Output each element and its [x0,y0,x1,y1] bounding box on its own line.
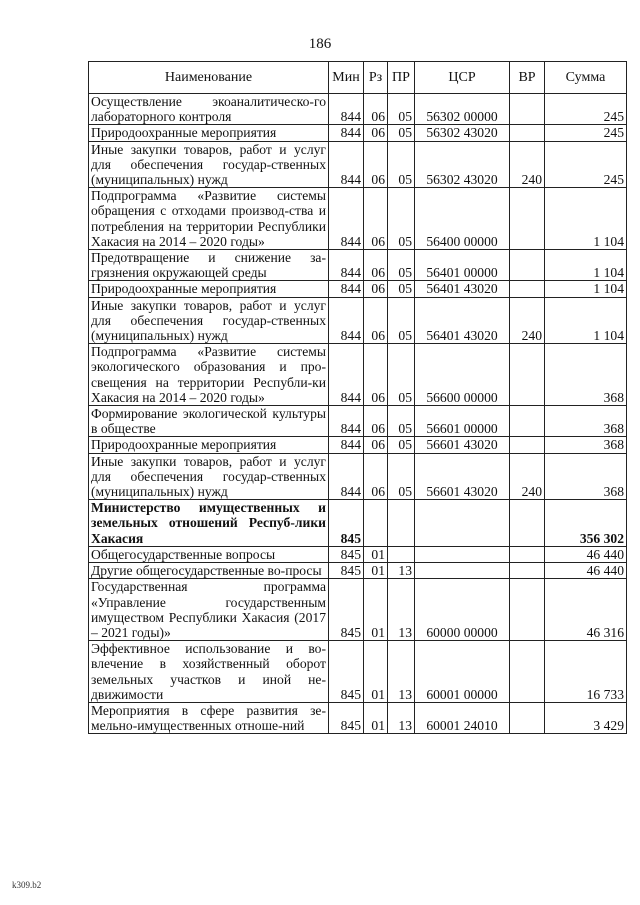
row-csr-cell: 60001 00000 [415,641,510,703]
row-rz-cell [364,500,388,547]
row-sum-cell: 368 [545,406,627,437]
row-vr-cell [510,125,545,141]
row-sum-cell: 46 440 [545,563,627,579]
row-sum-cell: 3 429 [545,702,627,733]
row-csr-cell: 56601 43020 [415,453,510,500]
row-min-cell: 844 [329,141,364,188]
row-csr-cell: 60001 24010 [415,702,510,733]
row-rz-cell: 06 [364,141,388,188]
row-vr-cell: 240 [510,297,545,344]
row-csr-cell: 56400 00000 [415,188,510,250]
row-min-cell: 844 [329,281,364,297]
row-sum-cell: 1 104 [545,281,627,297]
row-name-cell: Подпрограмма «Развитие системы экологического образования и про-свещения на территории Республи-ки Хакасия на 2014 – 2020 годы» [89,344,329,406]
row-sum-cell: 46 440 [545,546,627,562]
row-csr-cell [415,546,510,562]
table-row [89,344,627,406]
row-pr-cell: 05 [388,406,415,437]
row-min-cell: 844 [329,297,364,344]
row-pr-cell: 05 [388,281,415,297]
row-vr-cell [510,500,545,547]
row-name-cell: Общегосударственные вопросы [89,546,329,562]
row-rz-cell: 01 [364,702,388,733]
row-name-cell: Эффективное использование и во-влечение в хозяйственный оборот земельных участков и иной не-движимости [89,641,329,703]
row-sum-cell: 245 [545,141,627,188]
row-name-cell: Иные закупки товаров, работ и услуг для обеспечения государ-ственных (муниципальных) нужд [89,141,329,188]
row-rz-cell: 06 [364,297,388,344]
row-pr-cell: 13 [388,702,415,733]
row-min-cell: 845 [329,546,364,562]
column-header-min: Мин [329,62,364,94]
row-vr-cell [510,250,545,281]
table-row [89,125,627,141]
row-name-cell: Иные закупки товаров, работ и услуг для обеспечения государ-ственных (муниципальных) нужд [89,453,329,500]
row-pr-cell: 13 [388,563,415,579]
row-pr-cell: 05 [388,94,415,125]
row-rz-cell: 06 [364,281,388,297]
row-vr-cell [510,563,545,579]
row-rz-cell: 06 [364,437,388,453]
row-sum-cell: 245 [545,125,627,141]
row-csr-cell: 56601 00000 [415,406,510,437]
row-pr-cell: 13 [388,641,415,703]
row-rz-cell: 06 [364,188,388,250]
row-name-cell: Природоохранные мероприятия [89,437,329,453]
row-pr-cell [388,546,415,562]
row-min-cell: 844 [329,188,364,250]
row-min-cell: 845 [329,702,364,733]
table-row [89,297,627,344]
row-sum-cell: 368 [545,453,627,500]
row-rz-cell: 06 [364,344,388,406]
table-row [89,563,627,579]
table-row [89,141,627,188]
row-pr-cell: 13 [388,579,415,641]
row-name-cell: Осуществление экоаналитическо-го лабораторного контроля [89,94,329,125]
row-name-cell: Другие общегосударственные во-просы [89,563,329,579]
row-min-cell: 844 [329,250,364,281]
row-pr-cell [388,500,415,547]
row-rz-cell: 01 [364,579,388,641]
row-rz-cell: 01 [364,563,388,579]
table-row [89,250,627,281]
row-name-cell: Природоохранные мероприятия [89,281,329,297]
row-pr-cell: 05 [388,125,415,141]
row-min-cell: 845 [329,641,364,703]
row-rz-cell: 06 [364,453,388,500]
row-vr-cell: 240 [510,453,545,500]
row-vr-cell [510,546,545,562]
row-rz-cell: 06 [364,250,388,281]
row-vr-cell [510,281,545,297]
row-name-cell: Министерство имущественных и земельных отношений Респуб-лики Хакасия [89,500,329,547]
row-pr-cell: 05 [388,344,415,406]
row-sum-cell: 46 316 [545,579,627,641]
row-pr-cell: 05 [388,188,415,250]
row-csr-cell: 60000 00000 [415,579,510,641]
row-csr-cell: 56302 43020 [415,141,510,188]
table-header-row [89,62,627,94]
row-pr-cell: 05 [388,453,415,500]
row-min-cell: 844 [329,344,364,406]
row-vr-cell [510,437,545,453]
row-min-cell: 844 [329,437,364,453]
row-sum-cell: 368 [545,344,627,406]
row-pr-cell: 05 [388,437,415,453]
column-header-pr: ПР [388,62,415,94]
row-name-cell: Мероприятия в сфере развития зе-мельно-имущественных отноше-ний [89,702,329,733]
row-name-cell: Государственная программа «Управление государственным имуществом Республики Хакасия (2017 – 2021 годы)» [89,579,329,641]
row-sum-cell: 356 302 [545,500,627,547]
row-csr-cell: 56302 43020 [415,125,510,141]
row-csr-cell: 56600 00000 [415,344,510,406]
row-vr-cell [510,702,545,733]
column-header-vr: ВР [510,62,545,94]
row-min-cell: 845 [329,563,364,579]
row-min-cell: 844 [329,453,364,500]
row-vr-cell [510,641,545,703]
row-pr-cell: 05 [388,250,415,281]
table-row [89,702,627,733]
row-rz-cell: 06 [364,406,388,437]
row-csr-cell: 56601 43020 [415,437,510,453]
table-row [89,188,627,250]
row-pr-cell: 05 [388,297,415,344]
table-row [89,579,627,641]
table-row [89,546,627,562]
row-min-cell: 844 [329,125,364,141]
row-name-cell: Формирование экологической культуры в обществе [89,406,329,437]
table-body [89,94,627,734]
page-number: 186 [308,36,332,52]
row-min-cell: 844 [329,406,364,437]
row-name-cell: Предотвращение и снижение за-грязнения окружающей среды [89,250,329,281]
row-name-cell: Природоохранные мероприятия [89,125,329,141]
table-row [89,453,627,500]
table-row [89,500,627,547]
row-sum-cell: 1 104 [545,297,627,344]
row-vr-cell: 240 [510,141,545,188]
table-row [89,406,627,437]
row-min-cell: 844 [329,94,364,125]
row-csr-cell: 56401 43020 [415,281,510,297]
footer-code: k309.b2 [12,880,42,890]
row-vr-cell [510,579,545,641]
row-csr-cell: 56401 00000 [415,250,510,281]
row-sum-cell: 16 733 [545,641,627,703]
row-min-cell: 845 [329,579,364,641]
row-sum-cell: 1 104 [545,250,627,281]
column-header-csr: ЦСР [415,62,510,94]
row-csr-cell: 56401 43020 [415,297,510,344]
row-vr-cell [510,406,545,437]
row-name-cell: Подпрограмма «Развитие системы обращения с отходами производ-ства и потребления на территории Республики Хакасия на 2014 – 2020 годы» [89,188,329,250]
row-sum-cell: 368 [545,437,627,453]
row-rz-cell: 06 [364,94,388,125]
table-row [89,281,627,297]
column-header-sum: Сумма [545,62,627,94]
row-csr-cell: 56302 00000 [415,94,510,125]
table-row [89,94,627,125]
row-rz-cell: 01 [364,546,388,562]
budget-table [88,61,627,734]
table-row [89,437,627,453]
row-pr-cell: 05 [388,141,415,188]
row-vr-cell [510,94,545,125]
row-sum-cell: 245 [545,94,627,125]
row-vr-cell [510,188,545,250]
table-row [89,641,627,703]
row-name-cell: Иные закупки товаров, работ и услуг для обеспечения государ-ственных (муниципальных) нужд [89,297,329,344]
row-min-cell: 845 [329,500,364,547]
row-rz-cell: 06 [364,125,388,141]
row-sum-cell: 1 104 [545,188,627,250]
row-csr-cell [415,563,510,579]
row-csr-cell [415,500,510,547]
column-header-name: Наименование [89,62,329,94]
column-header-rz: Рз [364,62,388,94]
row-rz-cell: 01 [364,641,388,703]
row-vr-cell [510,344,545,406]
